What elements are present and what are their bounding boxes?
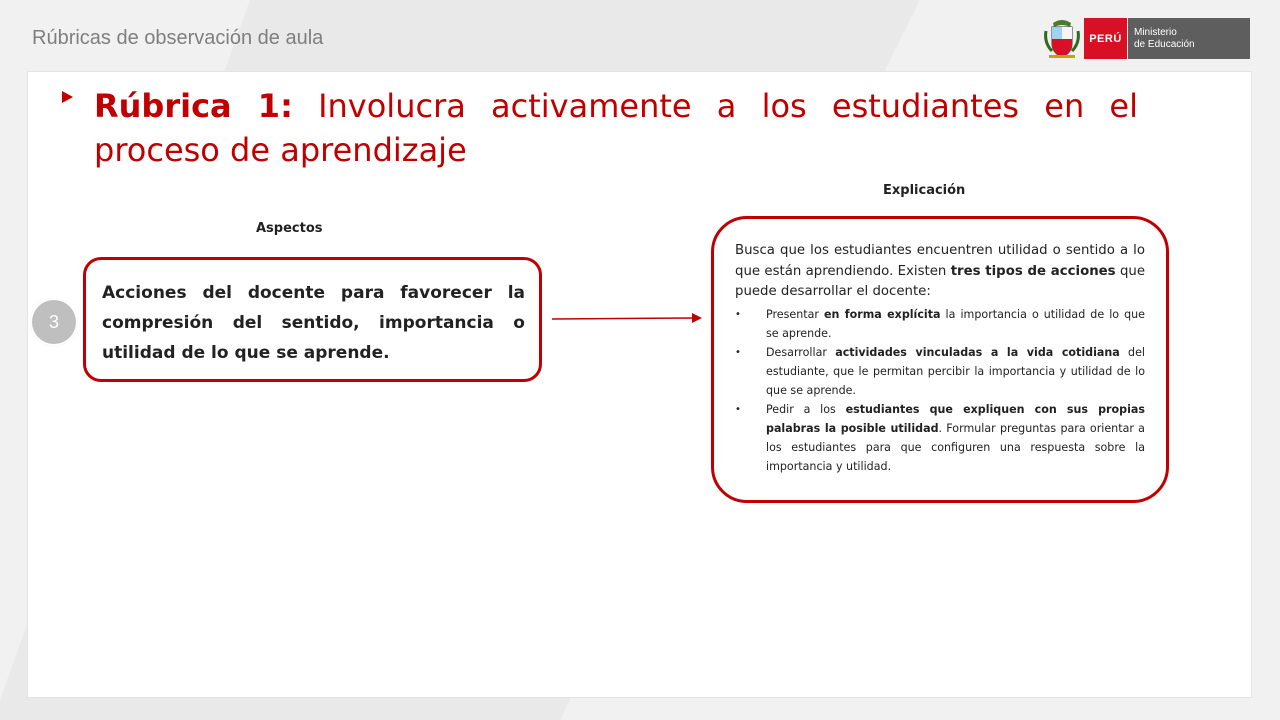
header-title: Rúbricas de observación de aula [32,27,324,49]
bullet-text: la importancia o utilidad de lo que se aprende. [766,307,1145,340]
ministry-line-1: Ministerio [1134,27,1177,38]
intro-part-b: que puede desarrollar el docente: [735,263,1145,299]
explanation-heading: Explicación [883,183,966,198]
bullet-dot-icon: • [735,308,741,320]
rubric-title [94,84,1138,172]
bullet-text: Desarrollar [766,345,836,359]
bullet-text: del estudiante, que le permitan percibir la importancia y utilidad de lo que se aprende. [766,345,1145,397]
aspect-box [83,257,542,382]
aspect-number-badge: 3 [30,298,78,346]
bullet-text: Pedir a los [766,402,846,416]
bullet-triangle-icon [62,91,73,103]
ministry-line-2: de Educación [1134,39,1195,50]
aspects-heading: Aspectos [256,221,323,236]
bullet-dot-icon: • [735,403,741,415]
explanation-box [711,216,1169,503]
intro-part-a: Busca que los estudiantes encuentren utilidad o sentido a lo que están aprendiendo. Existen [735,243,1145,279]
bullet-text: . Formular preguntas para orientar a los estudiantes para que configuren una respuesta sobre la importancia y utilidad. [766,421,1145,473]
bullet-bold: estudiantes que expliquen con sus propias palabras la posible utilidad [766,402,1145,435]
list-item [735,400,1145,476]
ministry-logo [1044,17,1250,59]
aspect-text: Acciones del docente para favorecer la compresión del sentido, importancia o utilidad de lo que se aprende. [102,283,525,363]
bullet-dot-icon: • [735,346,741,358]
rubric-title-text: Involucra activamente a los estudiantes en el proceso de aprendizaje [94,87,1139,169]
rubric-prefix: Rúbrica 1: [94,87,293,125]
coat-of-arms-icon [1044,17,1080,59]
intro-bold: tres tipos de acciones [950,263,1116,279]
bullet-bold: actividades vinculadas a la vida cotidiana [835,345,1120,359]
ministry-label [1128,18,1250,59]
peru-label: PERÚ [1084,18,1127,59]
explanation-intro [735,241,1145,303]
explanation-bullets [735,305,1145,476]
list-item [735,305,1145,343]
bullet-text: Presentar [766,307,825,321]
arrow-right-icon [552,310,702,326]
list-item [735,343,1145,400]
bullet-bold: en forma explícita [824,307,941,321]
